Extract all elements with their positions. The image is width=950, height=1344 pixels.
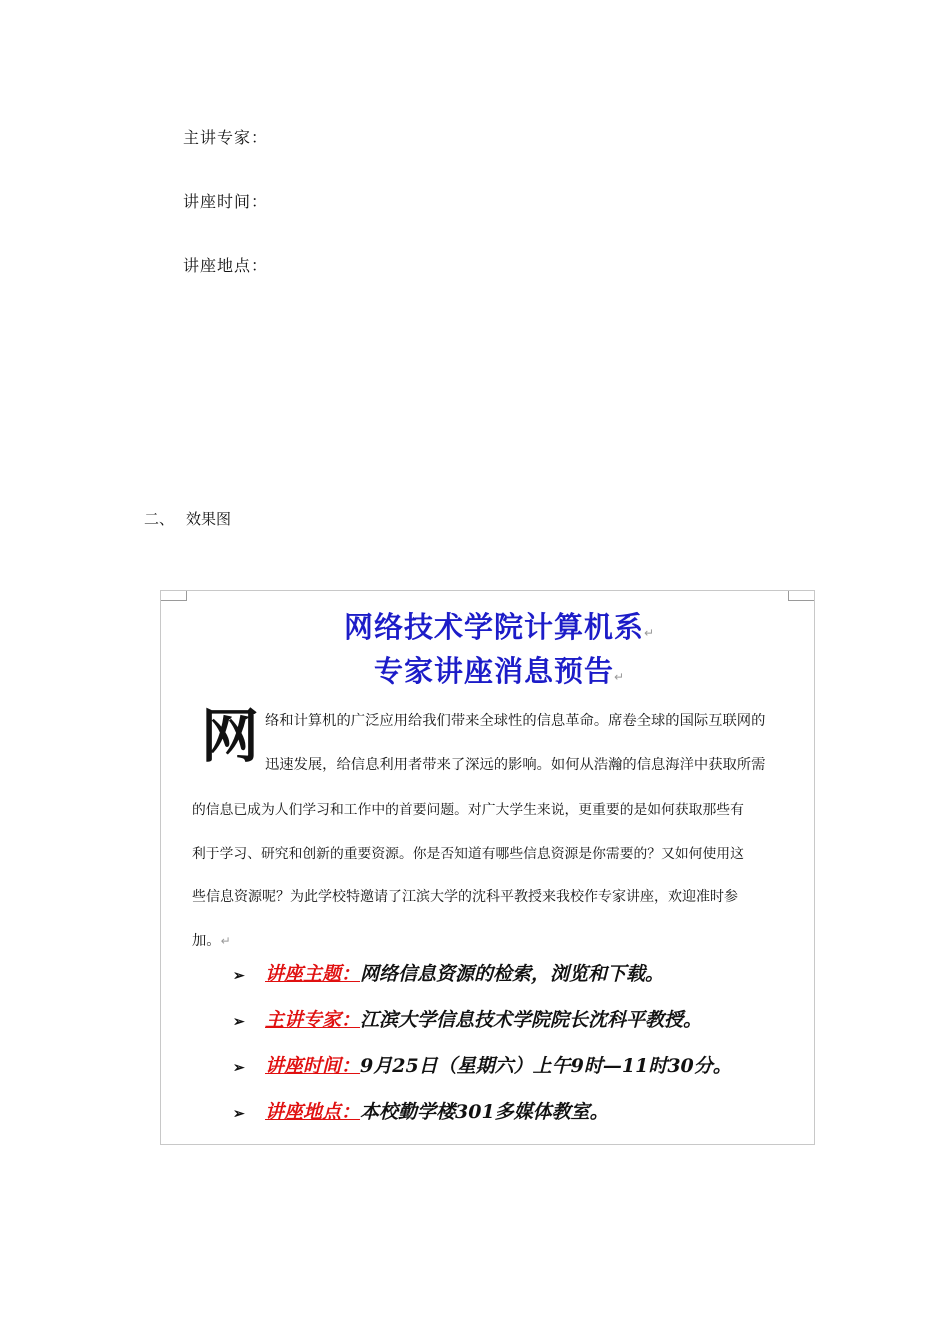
effect-screenshot <box>160 590 815 1145</box>
body-line: 络和计算机的广泛应用给我们带来全球性的信息革命。席卷全球的国际互联网的 <box>265 713 766 729</box>
margin-corner-mark <box>161 591 187 601</box>
body-line: 的信息已成为人们学习和工作中的首要问题。对广大学生来说，更重要的是如何获取那些有 <box>192 802 744 818</box>
section-heading <box>144 508 231 529</box>
item-value: 本校勤学楼301多媒体教室。 <box>360 1101 609 1123</box>
item-label: 讲座主题： <box>265 963 361 985</box>
body-line: 些信息资源呢？为此学校特邀请了江滨大学的沈科平教授来我校作专家讲座，欢迎准时参 <box>192 889 738 905</box>
arrow-bullet-icon: ➢ <box>233 1060 245 1076</box>
margin-corner-mark <box>788 591 814 601</box>
paragraph-mark-icon: ↵ <box>613 670 626 684</box>
list-item <box>233 1005 702 1032</box>
list-item <box>233 1051 732 1078</box>
arrow-bullet-icon: ➢ <box>233 1014 245 1030</box>
item-value: 9月25日（星期六）上午9时—11时30分。 <box>360 1055 732 1077</box>
arrow-bullet-icon: ➢ <box>233 968 245 984</box>
item-label: 主讲专家： <box>265 1009 361 1031</box>
section-title: 效果图 <box>186 510 232 528</box>
paragraph-mark-icon: ↵ <box>220 934 231 948</box>
item-value: 江滨大学信息技术学院院长沈科平教授。 <box>360 1009 703 1031</box>
field-location: 讲座地点： <box>183 256 269 275</box>
poster-title-line2: 专家讲座消息预告↵ <box>373 654 626 688</box>
field-speaker: 主讲专家： <box>183 128 269 147</box>
paragraph-mark-icon: ↵ <box>643 626 656 640</box>
arrow-bullet-icon: ➢ <box>233 1106 245 1122</box>
item-value: 网络信息资源的检索，浏览和下载。 <box>360 963 665 985</box>
body-line: 加。↵ <box>192 933 231 949</box>
list-item <box>233 959 664 986</box>
body-line: 迅速发展，给信息利用者带来了深远的影响。如何从浩瀚的信息海洋中获取所需 <box>265 757 766 773</box>
list-item <box>233 1097 609 1124</box>
poster-title-line1: 网络技术学院计算机系↵ <box>343 610 656 644</box>
body-line: 利于学习、研究和创新的重要资源。你是否知道有哪些信息资源是你需要的？又如何使用这 <box>192 846 744 862</box>
item-label: 讲座地点： <box>265 1101 361 1123</box>
item-label: 讲座时间： <box>265 1055 361 1077</box>
field-time: 讲座时间： <box>183 192 269 211</box>
drop-cap: 网 <box>201 702 260 770</box>
section-number: 二、 <box>144 510 175 528</box>
